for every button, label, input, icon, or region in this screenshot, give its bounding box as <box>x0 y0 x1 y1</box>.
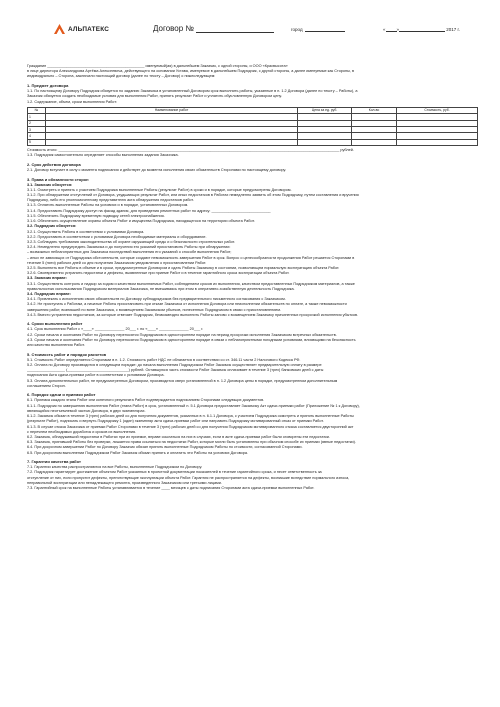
section-line: 2.1. Договор вступает в силу с момента подписания и действует до момента исполнения своих обязательств Сторонами по настоящему договору. <box>27 167 287 172</box>
section-line: 3.1.2. При обнаружении отступлений от Договора, ухудшающих результат Работ, или иных недостатков в Работах немедленно заявить об этом Подрядчику, путем составления и вручения <box>27 193 359 198</box>
section-line: 3.1.6. Обеспечить осуществление охраны объекта Работ и имущества Подрядчика, находящегося на территории объекта Работ. <box>27 219 255 224</box>
section-line: 4.3. Сроки начала и окончания Работ по Договору переносятся Подрядчиком в одностороннем порядке в связи с неблагоприятными погодными условиями, влияющими на безопасность <box>27 337 356 342</box>
section-line: подписания Акта сдачи-приемки работ в соответствии с условиями Договора. <box>27 373 165 378</box>
section-line: 7.3. Гарантийный срок на выполненные Работы устанавливается в течение ____ месяцев с даты подписания Сторонами акта сдачи-приемки выполненных Работ. <box>27 486 315 491</box>
alpatex-logo-icon <box>54 24 65 34</box>
subsection-title: 3.4. Подрядчик вправе: <box>27 291 71 296</box>
table-cell[interactable] <box>352 139 397 145</box>
intro-line: индивидуально – Сторона, заключили настоящий договор (далее по тексту – Договор) о нижеследующем: <box>27 74 216 79</box>
table-header-cell: № <box>28 107 46 113</box>
section-line: 3.4.3. Вместо устранения недостатков, за которые отвечает Подрядчик, безвозмездно выполнить Работы заново с возмещением Заказчику причиненных просрочкой исполнения убытков. <box>27 312 359 317</box>
section-line: 6.1.1. Подрядчик по завершению выполнения Работ (этапа Работ) в срок, установленный п. 5.1 Договора предоставляет Заказчику Акт сдачи-приемки работ (Приложение № 1 к Договору), <box>27 403 360 408</box>
date-field: « » 2017 г. <box>383 27 460 32</box>
intro-line: в лице директора Александрова Артёма Алексеевича, действующего на основании Устава, именуемое в дальнейшем Подрядчик, с другой стороны, а далее именуемые как Стороны, в <box>27 69 354 74</box>
intro-paragraph <box>27 64 478 80</box>
section-line: 3.1.1. Осмотреть и принять с участием Подрядчика выполненные Работы (результат Работ) в сроки и в порядке, которые предусмотрены Договором. <box>27 187 292 192</box>
section-line: – иных не зависящих от Подрядчика обстоятельств, которые создают невозможность завершения Работ в срок. Вопрос о целесообразности продолжения Работ решается Сторонами в <box>27 255 355 260</box>
table-header-cell: Стоимость, руб. <box>397 107 478 113</box>
section-line: 5.3. Оплата дополнительных работ, не предусмотренных Договором, производится сверх установленной в п. 1.2 Договора цены в порядке, предусмотренном дополнительным <box>27 378 338 383</box>
table-cell: 5 <box>28 139 46 145</box>
section-line: 3.2.3. Соблюдать требования законодательства об охране окружающей среды и о безопасности строительных работ. <box>27 239 236 244</box>
table-row <box>28 139 478 145</box>
contract-label: Договор № <box>153 24 195 33</box>
section-title: 7. Гарантии качества работ <box>27 459 81 465</box>
subsection-title: 3.2. Подрядчик обязуется: <box>27 224 77 229</box>
table-cell[interactable] <box>298 139 352 145</box>
section-line: 7.1. Гарантии качества распространяются на все Работы, выполненные Подрядчиком по Договору. <box>27 465 203 470</box>
city-input-line[interactable] <box>305 27 345 32</box>
section-line: неправильной эксплуатации или ненадлежащего ремонта, произведенного Заказчиком или третьими лицами. <box>27 480 222 485</box>
section-line: с перечнем необходимых доработок и сроков их выполнения. <box>27 429 137 434</box>
section-line: отступление от них, если пропустит дефекты, препятствующие эксплуатации объекта Работ. Гарантия не распространяется на дефекты, возникшие вследствие нормального износа, <box>27 475 350 480</box>
city-label: город <box>291 27 303 32</box>
table-header-cell: Наименование работ <box>46 107 298 113</box>
section-line: 5.2. Оплата по Договору производится в следующем порядке: до начала выполнения Подрядчиком Работ Заказчик осуществляет предварительную оплату в размере <box>27 362 322 367</box>
section-line: 6.4. При досрочном завершении Работ по Договору Заказчик обязан принять выполненные Подрядчиком Работы по стоимости, согласованной Сторонами. <box>27 445 303 450</box>
brand-name: АЛЬПАТЕКС <box>68 25 110 33</box>
section-line: 3.4.2. Не приступать к Работам, а начатые Работы приостановить при отказе Заказчика от исполнения Договора или неисполнении обязательств по оплате, а также невозможности <box>27 302 347 307</box>
date-day-line[interactable] <box>386 27 397 32</box>
section-line: течение 5 (пяти) рабочих дней со дня получения Заказчиком уведомления о приостановлении Работ. <box>27 260 207 265</box>
section-line: или качество выполнения Работ. <box>27 343 85 348</box>
section-line: 3.1.3. Оплатить выполненные Работы на условиях и в порядке, установленных Договором. <box>27 203 189 208</box>
section-line: 7.2. Подрядчик гарантирует достижение объектом Работ указанных в проектной документации показателей в течение гарантийного срока, и несет ответственность за <box>27 470 322 475</box>
table-cell[interactable] <box>397 139 478 145</box>
table-header-cell: Цена за ед. руб. <box>298 107 352 113</box>
table-cell[interactable] <box>46 139 298 145</box>
section-line: правильностью использования Подрядчиком материалов Заказчика, не вмешиваясь при этом в оперативно-хозяйственную деятельность Подрядчика. <box>27 286 295 291</box>
section-title: 4. Сроки выполнения работ <box>27 321 83 327</box>
table-header-cell: Кол-во <box>352 107 397 113</box>
section-line: 3.2.4. Немедленно предупредить Заказчика и до получения его указаний приостановить Работы при обнаружении: <box>27 245 231 250</box>
section-title: 1. Предмет договора <box>27 83 69 89</box>
table-cell: 3 <box>28 126 46 132</box>
section-title: 5. Стоимость работ и порядок расчетов <box>27 351 107 357</box>
section-line: Подрядчику, либо его уполномоченному представителю акта обнаружения недостатков работ. <box>27 198 194 203</box>
section-line: 6.1.3. В случае отказа Заказчика от приемки Работ Сторонами в течение 3 (трех) рабочих дней со дня получения Подрядчиком мотивированного отказа составляется двусторонний акт <box>27 424 354 429</box>
logo <box>54 24 109 34</box>
section-line: 6.2. Заказчик, обнаруживший недостатки в Работах при их приемке, вправе ссылаться на них в случаях, если в акте сдачи-приемки работ были оговорены эти недостатки. <box>27 434 330 439</box>
section-line: 3.1.4. Предоставить Подрядчику доступ на фасад здания, для проведения ремонтных работ по адресу: ____________________________ <box>27 208 271 213</box>
section-line: 3.2.5. Выполнить все Работы в объеме и в сроки, предусмотренные Договором и сдать Работы Заказчику в состоянии, позволяющем нормальную эксплуатацию объекта Работ. <box>27 265 340 270</box>
city-field <box>291 27 345 32</box>
total-cost-line: Стоимость итого: _____________________________________________________________________________________________________________________________________ рублей. <box>27 148 354 153</box>
subsection-title: 3.1. Заказчик обязуется: <box>27 182 73 187</box>
section-line: 3.4.1. Привлекать к исполнению своих обязательств по Договору субподрядчиков без предварительного письменного согласования с Заказчиком. <box>27 297 286 302</box>
section-line: 6.1. Приемка каждого этапа Работ или конечного результата Работ подтверждается подписанием Сторонами следующих документов. <box>27 398 265 403</box>
section-title: 3. Права и обязанности сторон <box>27 176 89 182</box>
section-line: 4.1. Срок выполнения Работ с «____» ______________ 20___ г. по «____» ______________ 20___ г. <box>27 327 204 332</box>
section-line: соглашением Сторон. <box>27 383 66 388</box>
section-line: 3.2.2. Предоставить в соответствии с условиями Договора необходимые материалы и оборудование. <box>27 234 207 239</box>
section-line: 3.2.1. Осуществить Работы в соответствии с условиями Договора. <box>27 229 145 234</box>
section-line: 3.1.5. Обеспечить Подрядчику временную подводку сетей электроснабжения. <box>27 213 165 218</box>
section-line: 6.1.2. Заказчик обязан в течение 3 (трех) рабочих дней со дня получения документов, указанных в п. 6.1.1 Договора, с участием Подрядчика осмотреть и принять выполненные Работы <box>27 414 354 419</box>
table-cell: 4 <box>28 133 46 139</box>
section-line: 3.3.1. Осуществлять контроль и надзор за ходом и качеством выполняемых Работ, соблюдением сроков их выполнения, качеством предоставленных Подрядчиком материалов, а также <box>27 281 355 286</box>
section-line: – возможных неблагоприятных для Заказчика последствий выполнения его указаний о способе выполнения Работ; <box>27 250 232 255</box>
subsection-title: 3.3. Заказчик вправе: <box>27 276 67 281</box>
contract-number <box>153 24 274 33</box>
date-month-line[interactable] <box>399 27 445 32</box>
section-line: Заказчик обязуется создать необходимые условия для выполнения Работ, принять результат Работ и уплатить обусловленную Договором цену. <box>27 94 282 99</box>
contract-number-field[interactable] <box>196 25 274 33</box>
section-line: (результат Работ), подписать и вернуть Подрядчику 1 (один) экземпляр акта сдачи-приемки работ или направить Подрядчику мотивированный отказ от приемки Работ. <box>27 419 324 424</box>
section-line: 3.2.6. Своевременно устранить недостатки и дефекты, выявленные при приеме Работ и в течение гарантийного срока эксплуатации объекта Работ. <box>27 271 290 276</box>
section-line: 5.1. Стоимость Работ определяется Сторонами в п. 1.2. Стоимость работ НДС не облагается в соответствии со ст. 346.11 части 2 Налогового Кодекса РФ. <box>27 357 301 362</box>
table-cell: 2 <box>28 120 46 126</box>
intro-line: Гражданин ______________________________________________ именуемый(ая) в дальнейшем Заказчик, с одной стороны, и ООО «Красвысота» <box>27 64 288 68</box>
section-line: завершения работ, возникшей по вине Заказчика, с возмещением Заказчиком убытков, понесенных Подрядчиком в связи с приостановлением. <box>27 307 282 312</box>
section-line: __________________ (_____________________________) рублей. Оставшуюся часть стоимости Работ Заказчик оплачивает в течение 3 (трех) банковских дней с даты <box>27 368 324 373</box>
section-title: 2. Срок действия договора <box>27 161 81 167</box>
section-line: 1.3. Подрядчик самостоятельно определяет способы выполнения задания Заказчика. <box>27 153 179 158</box>
section-title: 6. Порядок сдачи и приемки работ <box>27 392 96 398</box>
section-line: 1.2. Содержание, объем, сроки выполнения Работ: <box>27 99 118 104</box>
table-cell: 1 <box>28 114 46 120</box>
section-line: 6.5. При досрочном выполнении Подрядчиком Работ Заказчик обязан принять и оплатить эти Работы на условиях Договора. <box>27 450 249 455</box>
section-line: являющийся неотъемлемой частью Договора, в двух экземплярах. <box>27 408 146 413</box>
works-table <box>27 107 478 146</box>
document-header <box>27 0 478 44</box>
section-line: 4.2. Сроки начала и окончания Работ по Договору переносятся Подрядчиком в одностороннем порядке на период просрочки исполнения Заказчиком встречных обязательств. <box>27 332 337 337</box>
date-suffix: 2017 г. <box>446 27 460 32</box>
section-line: 6.3. Заказчик, принявший Работы без проверки, лишается права ссылаться на недостатки Работ, которые могли быть установлены при обычном способе их приемки (явные недостатки). <box>27 440 356 445</box>
section-line: 1.1. По настоящему Договору Подрядчик обязуется по заданию Заказчика в установленный Договором срок выполнить работы, указанные в п. 1.2 Договора (далее по тексту – Работы), а <box>27 89 358 94</box>
